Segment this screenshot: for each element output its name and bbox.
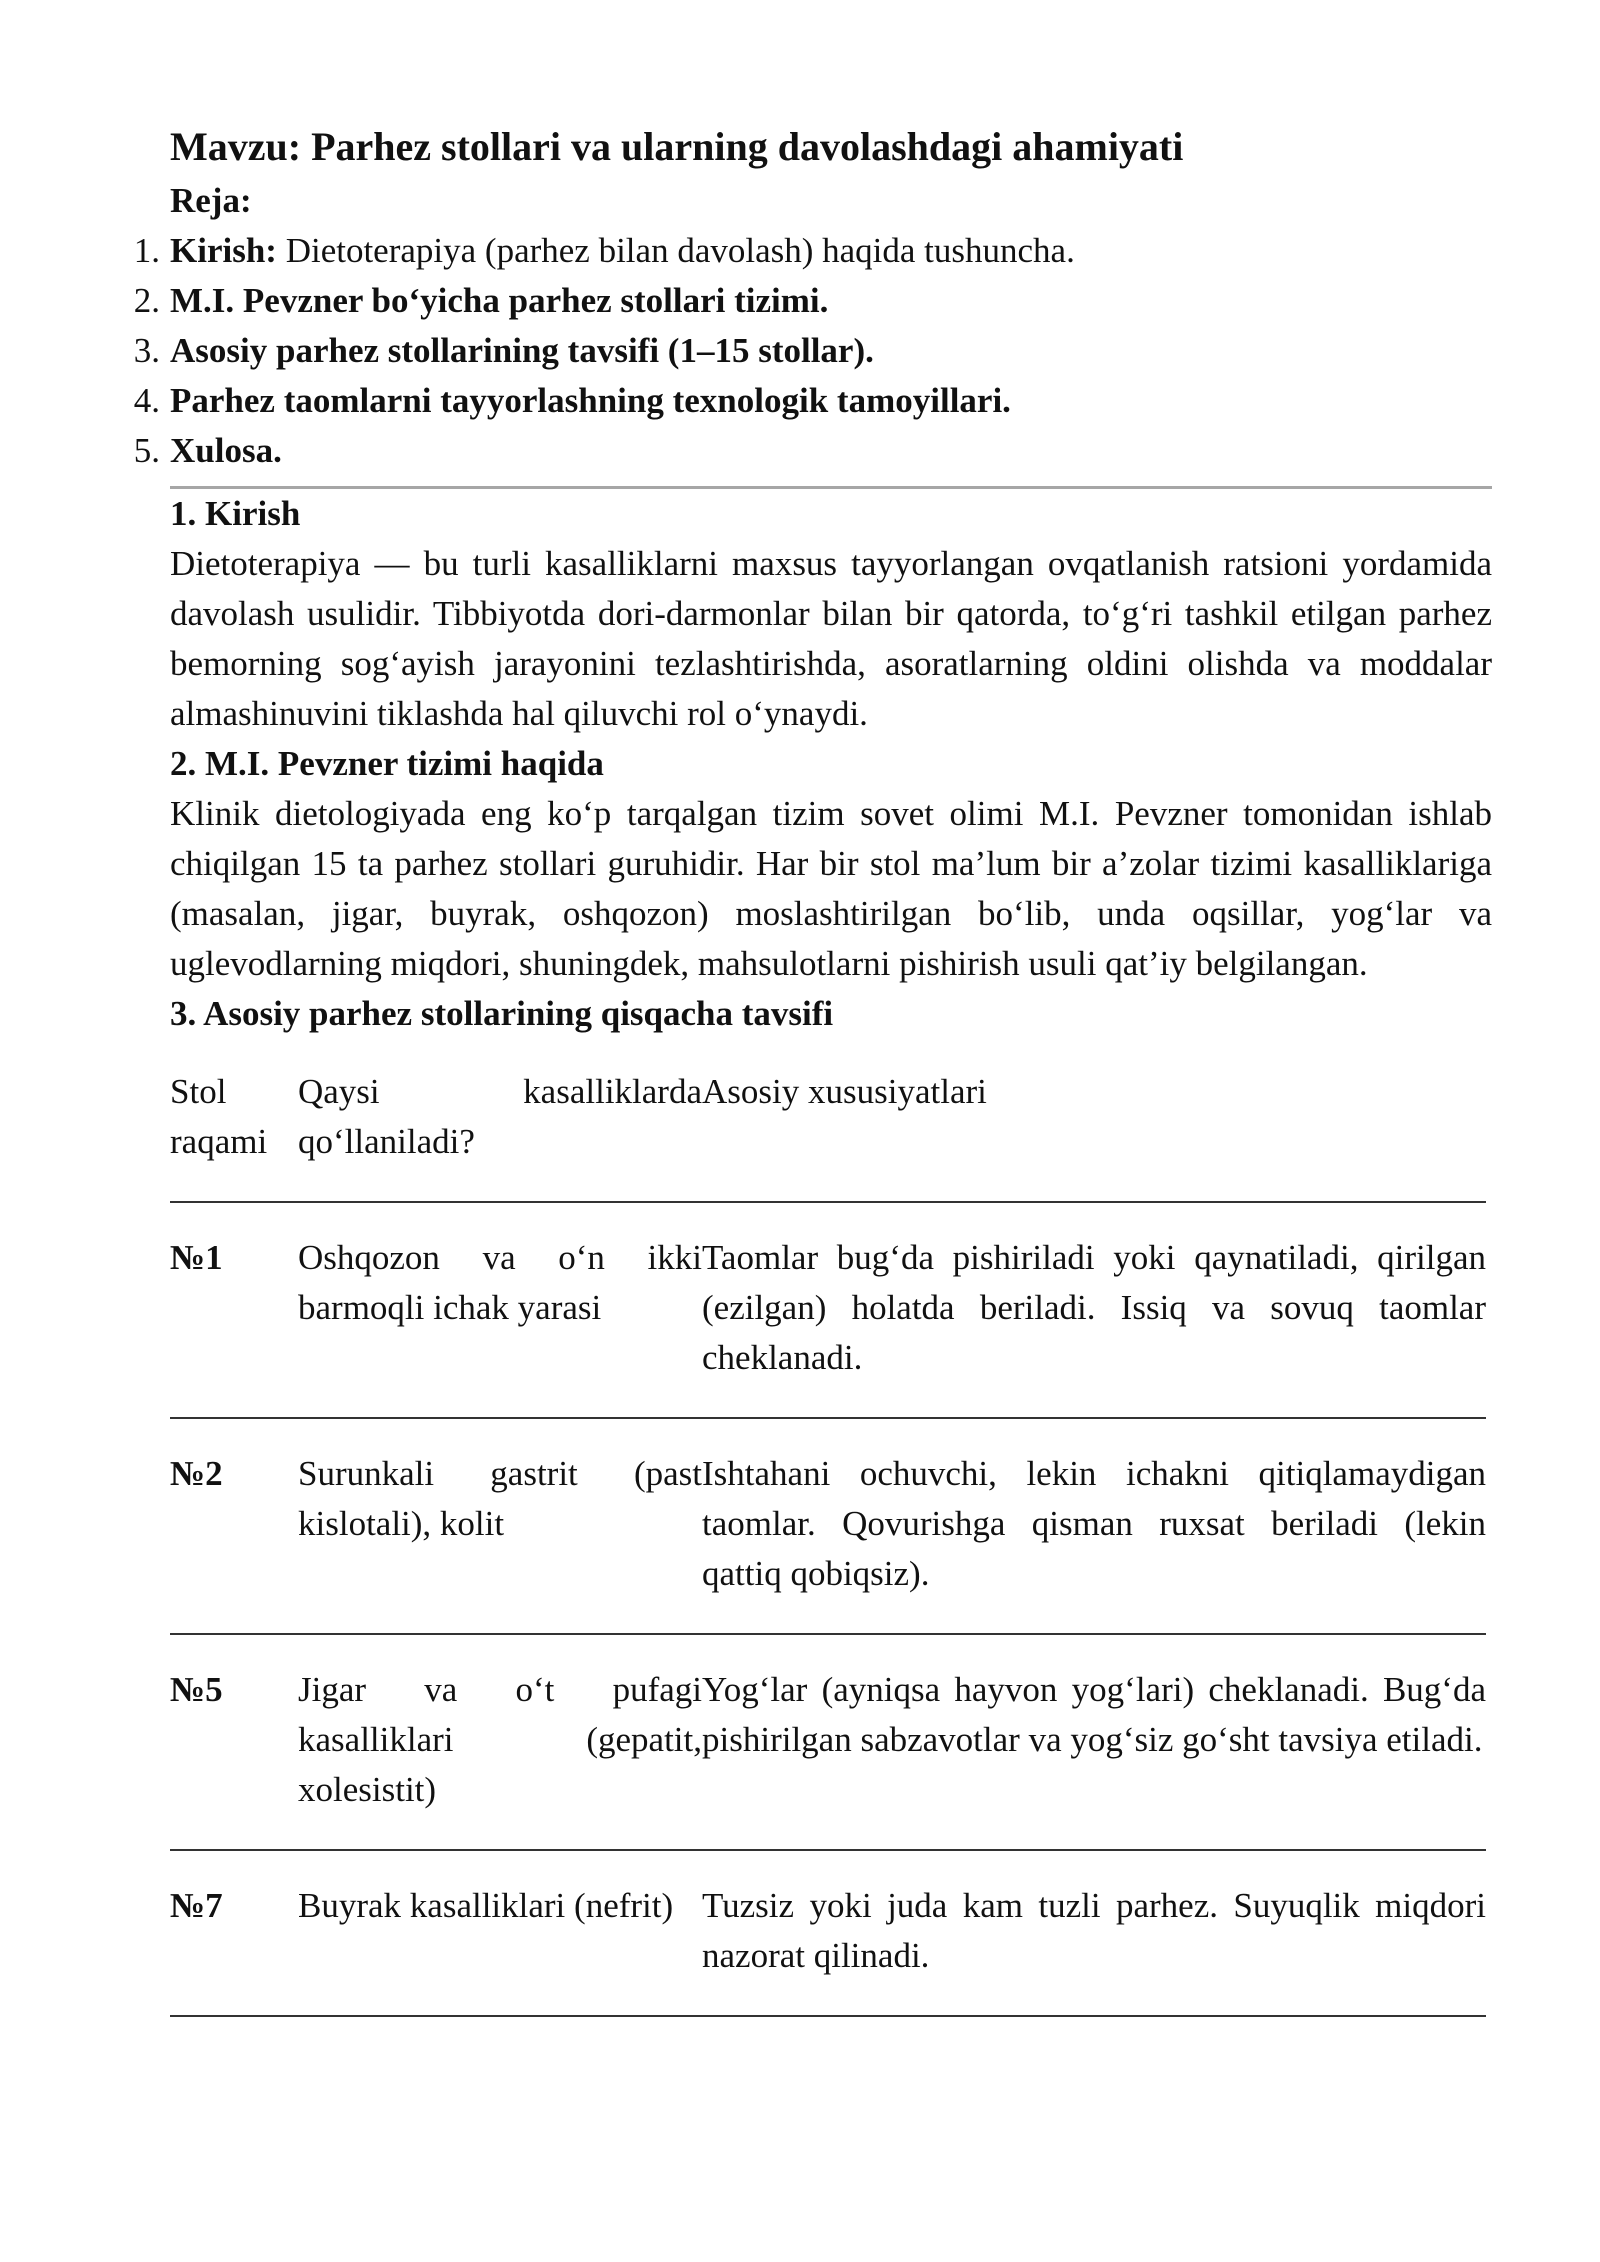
- plan-item: [133, 226, 1492, 276]
- table-cell-xususiyat: Tuzsiz yoki juda kam tuzli parhez. Suyuqlik miqdori nazorat qilinadi.: [702, 1886, 1486, 1975]
- section-heading-pevzner: 2. M.I. Pevzner tizimi haqida: [170, 744, 604, 783]
- table-header-cell: Stol raqami: [170, 1072, 268, 1161]
- table-cell-xususiyat: Taomlar bug‘da pishiriladi yoki qaynatiladi, qirilgan (ezilgan) holatda beriladi. Issiq va sovuq taomlar cheklanadi.: [702, 1238, 1486, 1377]
- plan-item: [133, 276, 1492, 326]
- section-body-pevzner: Klinik dietologiyada eng ko‘p tarqalgan tizim sovet olimi M.I. Pevzner tomonidan ishlab chiqilgan 15 ta parhez stollari guruhidir. Har bir stol ma’lum bir a’zolar tizimi kasalliklariga (masalan, jigar, buyrak, oshqozon) moslashtirilgan bo‘lib, unda oqsillar, yog‘lar va uglevodlarning miqdori, shuningdek, mahsulotlarni pishirish usuli qat’iy belgilangan.: [170, 794, 1492, 983]
- plan-item-number: 1.: [133, 231, 160, 270]
- plan-label: Reja:: [170, 181, 252, 220]
- plan-item-bold: Parhez taomlarni tayyorlashning texnologik tamoyillari.: [170, 381, 1011, 420]
- table-cell-kasallik: Oshqozon va o‘n ikki barmoqli ichak yarasi: [298, 1238, 702, 1327]
- table-cell-stol: №7: [170, 1886, 223, 1925]
- plan-item-bold: Asosiy parhez stollarining tavsifi (1–15 stollar).: [170, 331, 874, 370]
- table-cell-kasallik: Jigar va o‘t pufagi kasalliklari (gepatit, xolesistit): [298, 1670, 702, 1809]
- plan-item: [133, 376, 1492, 426]
- plan-item-number: 2.: [133, 281, 160, 320]
- table-cell-stol: №5: [170, 1670, 223, 1709]
- plan-item-bold: M.I. Pevzner bo‘yicha parhez stollari tizimi.: [170, 281, 829, 320]
- plan-item-number: 4.: [133, 381, 160, 420]
- table-cell-stol: №2: [170, 1454, 223, 1493]
- section-body-kirish: Dietoterapiya — bu turli kasalliklarni maxsus tayyorlangan ovqatlanish ratsioni yordamida davolash usulidir. Tibbiyotda dori-darmonlar bilan bir qatorda, to‘g‘ri tashkil etilgan parhez bemorning sog‘ayish jarayonini tezlashtirishda, asoratlarning oldini olishda va moddalar almashinuvini tiklashda hal qiluvchi rol o‘ynaydi.: [170, 544, 1492, 733]
- plan-item-bold: Kirish:: [170, 231, 277, 270]
- document-title: Mavzu: Parhez stollari va ularning davolashdagi ahamiyati: [170, 124, 1184, 169]
- table-row: [170, 1635, 1486, 1851]
- table-cell-stol: №1: [170, 1238, 223, 1277]
- plan-item-bold: Xulosa.: [170, 431, 282, 470]
- plan-item: [133, 426, 1492, 476]
- diet-tables-table: [170, 1067, 1486, 2017]
- table-row: [170, 1419, 1486, 1635]
- table-cell-kasallik: Surunkali gastrit (past kislotali), kolit: [298, 1454, 702, 1543]
- table-header-cell: Qaysi kasalliklarda qo‘llaniladi?: [298, 1072, 702, 1161]
- plan-item-number: 3.: [133, 331, 160, 370]
- table-cell-xususiyat: Ishtahani ochuvchi, lekin ichakni qitiqlamaydigan taomlar. Qovurishga qisman ruxsat beriladi (lekin qattiq qobiqsiz).: [702, 1454, 1486, 1593]
- plan-item: [133, 326, 1492, 376]
- table-header-cell: Asosiy xususiyatlari: [702, 1072, 987, 1111]
- document-page: [133, 118, 1492, 2017]
- table-row: [170, 1851, 1486, 2017]
- plan-item-number: 5.: [133, 431, 160, 470]
- table-header-row: [170, 1067, 1486, 1203]
- plan-list: [133, 226, 1492, 476]
- table-row: [170, 1203, 1486, 1419]
- table-cell-kasallik: Buyrak kasalliklari (nefrit): [298, 1886, 674, 1925]
- section-heading-tavsif: 3. Asosiy parhez stollarining qisqacha tavsifi: [170, 994, 834, 1033]
- plan-item-text: Dietoterapiya (parhez bilan davolash) haqida tushuncha.: [276, 231, 1075, 270]
- table-cell-xususiyat: Yog‘lar (ayniqsa hayvon yog‘lari) cheklanadi. Bug‘da pishirilgan sabzavotlar va yog‘siz go‘sht tavsiya etiladi.: [702, 1670, 1486, 1759]
- section-heading-kirish: 1. Kirish: [170, 494, 301, 533]
